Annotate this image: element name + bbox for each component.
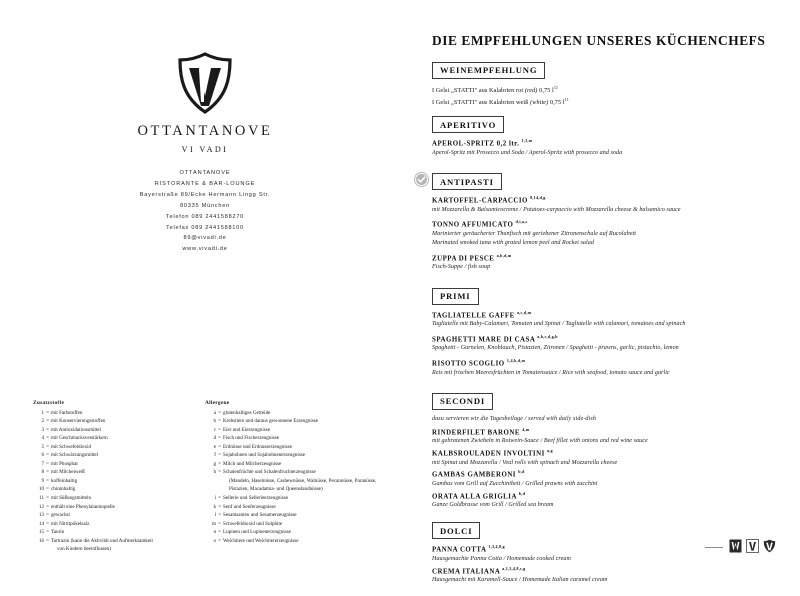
footnote-equals: = (218, 418, 221, 425)
menu-item (432, 195, 784, 215)
footnote-key: e (213, 443, 216, 450)
footnote-item (33, 468, 183, 477)
menu-item-title: TAGLIATELLE GAFFE (432, 311, 515, 319)
footnote-item (33, 511, 183, 520)
footnote-key: 14 (38, 520, 44, 527)
footer-logos (705, 539, 776, 553)
menu-item-name (432, 358, 784, 369)
menu-item-allergen-codes: 1,4,b,d,m (506, 358, 526, 364)
menu-item-allergen-codes: 1,3,4,8,g (488, 544, 505, 550)
footnote-equals: = (46, 426, 49, 433)
footnote-equals: = (218, 512, 221, 519)
footnote-text: mit Farbstoffen (51, 409, 83, 416)
menu-item-description: Tagliatelle mit Baby-Calamari, Tomaten und Spinat / Tagliatelle with calamari, tomatoes and spinach (432, 321, 686, 328)
footnote-key: d (213, 435, 216, 442)
footnote-continuation: von Kindern beeinflussen) (57, 546, 112, 553)
wine-size: 0,75 l (539, 86, 554, 94)
wine-item (432, 84, 784, 97)
menu-item-title: ZUPPA DI PESCE (432, 255, 495, 263)
wine-name: I Gelsi „STATTI" aus Kalabrien rot (432, 86, 524, 94)
footnote-key: f (214, 452, 216, 459)
footnote-equals: = (46, 418, 49, 425)
menu-item-name (432, 427, 784, 438)
footnote-text: Senf und Senferzeugnisse (223, 503, 276, 510)
footnote-key: a (213, 409, 216, 416)
allergens-column (205, 400, 380, 554)
section-heading: ANTIPASTI (432, 173, 502, 190)
footnote-key: 11 (39, 494, 44, 501)
circle-check-cursor[interactable] (414, 172, 429, 187)
additives-title: Zusatzstoffe (33, 400, 65, 406)
footnote-item (205, 434, 380, 443)
footnote-key: k (213, 503, 216, 510)
footnote-equals: = (218, 469, 221, 476)
section-spacer (432, 382, 784, 391)
footnote-text: koffeinhaltig (51, 477, 78, 484)
footnote-item (205, 451, 380, 460)
menu-item-allergen-codes: b,d (518, 490, 526, 496)
address-line-2: RISTORANTE & BAR-LOUNGE (154, 180, 256, 187)
wine-kind: (white) (530, 99, 549, 107)
footnote-equals: = (218, 443, 221, 450)
email-line[interactable]: 89@vivadi.de (183, 235, 227, 242)
section-spacer (432, 277, 784, 286)
wine-name: I Gelsi „STATTI" aus Kalabrien weiß (432, 99, 529, 107)
footnote-equals: = (218, 460, 221, 467)
section-heading: PRIMI (432, 288, 479, 305)
footnote-equals: = (218, 503, 221, 510)
address-line-3: Bayerstraße 89/Ecke Hermann Lingg Str. (139, 191, 271, 198)
footnote-text: Taurin (51, 529, 65, 536)
brand-block (0, 52, 410, 154)
footnote-key: b (213, 418, 216, 425)
brand-subtitle: VI VADI (181, 145, 229, 154)
menu-item (432, 566, 784, 586)
menu-item (432, 334, 784, 354)
menu-item-allergen-codes: 1,3,m (521, 138, 533, 144)
allergens-title: Allergene (205, 400, 230, 406)
additives-column (33, 400, 183, 554)
footnote-key: 5 (41, 443, 44, 450)
section-spacer (432, 163, 784, 172)
additives-list (33, 409, 183, 554)
footnote-text: mit Konservierungsstoffen (51, 418, 106, 425)
menu-item-description: Marinierter geräucherter Thunfisch mit geriebener Zitronenschale auf Rucolabett (432, 231, 636, 238)
menu-item-allergen-codes: 8,14,d,g (530, 195, 546, 201)
footnote-item (33, 520, 183, 529)
footer-rule (705, 547, 723, 549)
menu-item-title: RISOTTO SCOGLIO (432, 360, 505, 368)
menu-item-description: Fisch-Suppe / fish soup (432, 264, 491, 271)
footnote-key: 12 (38, 503, 44, 510)
footnote-item (205, 426, 380, 435)
menu-item (432, 448, 784, 468)
brand-panel (0, 0, 410, 565)
footnote-item (205, 417, 380, 426)
allergens-list (205, 409, 380, 546)
menu-item-description: Hausgemacht mit Karamell-Sauce / Homemade Italian caramel cream (432, 577, 608, 584)
footnote-equals: = (218, 435, 221, 442)
footnote-text: Lupinen und Lupinenerzeugnisse (223, 529, 291, 536)
footnote-text: Schalenfrüchte und Schalenfruchterzeugnisse (223, 469, 316, 476)
footnote-key: 3 (41, 426, 44, 433)
menu-item (432, 310, 784, 330)
footnote-equals: = (218, 529, 221, 536)
address-line-4: 80335 München (180, 202, 230, 209)
menu-item-name (432, 138, 784, 149)
shield-mark-logo (763, 539, 776, 553)
footnote-key: o (213, 537, 216, 544)
v-mark-logo (746, 539, 759, 553)
footnote-item (33, 409, 183, 418)
menu-item-description: Spaghetti - Garnelen, Knoblauch, Pistazien, Zitronen / Spaghetti - prawns, garlic, pistachio, lemon (432, 345, 679, 352)
footnote-equals: = (218, 426, 221, 433)
footnote-equals: = (46, 469, 49, 476)
w-mark-logo (729, 539, 742, 553)
footnote-item (33, 503, 183, 512)
menu-item-name (432, 253, 784, 264)
footnote-item (33, 528, 183, 537)
menu-item-title: PANNA COTTA (432, 546, 487, 554)
menu-item-name (432, 334, 784, 345)
menu-item-description: Ganze Goldbrasse vom Grill / Grilled sea bream (432, 502, 554, 509)
footnote-item (205, 443, 380, 452)
footnote-equals: = (46, 486, 49, 493)
footnote-key: 13 (38, 512, 44, 519)
footnote-equals: = (218, 494, 221, 501)
footnote-key: 2 (41, 418, 44, 425)
menu-item-description: mit Spinat und Mozzarella / Veal rolls with spinach and Mozzarella cheese (432, 459, 618, 466)
menu-item-title: KALBSROULADEN INVOLTINI (432, 450, 545, 458)
menu-item (432, 469, 784, 489)
section-heading: WEINEMPFEHLUNG (432, 62, 545, 79)
footnotes (33, 400, 383, 554)
footnote-item (205, 528, 380, 537)
menu-item-name (432, 310, 784, 321)
menu-item-description: mit Mozzarella & Balsamicocreme / Potatoes-carpaccio with Mozzarella cheese & balsamico sauce (432, 206, 681, 213)
footnote-text: Tartrazin (kann die Aktivität und Aufmerksamkeit (51, 537, 153, 544)
menu-item-title: ORATA ALLA GRIGLIA (432, 492, 517, 500)
footnote-equals: = (46, 512, 49, 519)
wine-item (432, 96, 784, 109)
menu-item-title: TONNO AFFUMICATO (432, 221, 514, 229)
footnote-text: gewachst (51, 512, 70, 519)
footnote-equals: = (218, 452, 221, 459)
menu-item-allergen-codes: b,d (518, 469, 525, 475)
footnote-key: 4 (41, 435, 44, 442)
menu-item-allergen-codes: a,b,d,m (496, 252, 512, 258)
footnote-equals: = (218, 537, 221, 544)
footnote-key: i (214, 494, 216, 501)
footnote-text: glutenhaltiges Getreide (223, 409, 271, 416)
wine-additive-code: 11 (564, 97, 569, 103)
menu-item-name (432, 566, 784, 577)
footnote-text: mit Süßungsmitteln (51, 494, 92, 501)
footnote-item (205, 409, 380, 418)
menu-section (432, 286, 784, 378)
menu-item-allergen-codes: a,b,c,d,g,h (537, 333, 558, 339)
footnote-equals: = (46, 443, 49, 450)
website-line[interactable]: www.vivadi.de (182, 246, 228, 253)
footnote-text: mit Geschmacksverstärkern (51, 435, 108, 442)
menu-panel (428, 0, 788, 584)
footnote-item (33, 426, 183, 435)
footnote-item (33, 494, 183, 503)
footnote-text: Sojabohnen und Sojabohnenerzeugnisse (223, 452, 306, 459)
footnote-key: m (212, 520, 216, 527)
footnote-equals: = (46, 520, 49, 527)
menu-section (432, 391, 784, 510)
menu-item-allergen-codes: a,c,d,m (516, 309, 532, 315)
menu-item-description: Hausgemachte Panna Cotta / Homemade cooked cream (432, 555, 571, 562)
section-heading: SECONDI (432, 393, 493, 410)
footnote-text: chininhaltig (51, 486, 76, 493)
section-heading: DOLCI (432, 522, 480, 539)
footnote-text: mit Milcheiweiß (51, 469, 85, 476)
footnote-key: 15 (38, 529, 44, 536)
footnote-text: mit Antioxidationsmittel (51, 426, 101, 433)
footnote-text: mit Nitritpökelsalz (51, 520, 90, 527)
footnote-equals: = (46, 529, 49, 536)
phone-line: Telefon 089 2441588270 (165, 213, 245, 220)
footnote-key: h (213, 469, 216, 476)
footnote-key: 8 (41, 469, 44, 476)
menu-item (432, 253, 784, 273)
menu-item-title: CREMA ITALIANA (432, 567, 500, 575)
menu-section (432, 60, 784, 109)
menu-item-name (432, 448, 784, 459)
footnote-equals: = (46, 537, 49, 544)
footnote-key: 6 (41, 452, 44, 459)
footnote-item (205, 511, 380, 520)
footnote-equals: = (218, 520, 221, 527)
footnote-key: 10 (38, 486, 44, 493)
footnote-equals: = (46, 452, 49, 459)
footnote-item (33, 417, 183, 426)
footnote-equals: = (46, 460, 49, 467)
footnote-text: mit Schwärzungsmittel (51, 452, 99, 459)
footnote-equals: = (46, 435, 49, 442)
footnote-key: c (213, 426, 216, 433)
menu-item-allergen-codes: a,1,3,4,8,c,g (502, 565, 526, 571)
footnote-text: Erdnüsse und Erdnusserzeugnisse (223, 443, 293, 450)
address-line-1: OTTANTANOVE (179, 170, 231, 176)
footnote-text: Sesamsamen und Sesamerzeugnisse (223, 512, 297, 519)
footnote-item (205, 537, 380, 546)
footnote-equals: = (46, 503, 49, 510)
menu-item-description: Aperol-Spritz mit Prosecco und Soda / Aperol-Spritz with prosecco and soda (432, 150, 623, 157)
footnote-item (205, 520, 380, 529)
menu-section (432, 115, 784, 158)
menu-item-name (432, 195, 784, 206)
footnote-text: Milch und Milcherzeugnisse (223, 460, 282, 467)
footnote-text: Sellerie und Sellerieerzeugnisse (223, 494, 289, 501)
footnote-equals: = (46, 477, 49, 484)
menu-sections (432, 60, 784, 596)
footnote-text: mit Phosphat (51, 460, 78, 467)
menu-item-description: mit gebratenen Zwiebeln in Rotwein-Sauce / Beef fillet with onions and red wine sauce (432, 438, 648, 445)
section-spacer (432, 587, 784, 596)
footnote-equals: = (46, 494, 49, 501)
footnote-key: 16 (38, 537, 44, 544)
footnote-item (33, 485, 183, 494)
menu-item-description: Gambas vom Grill auf Zucchinibett / Grilled prawns with zucchini (432, 480, 598, 487)
section-note: dazu servieren wir die Tagesbeilage / served with daily side-dish (432, 415, 596, 422)
shield-v-monogram-logo (0, 52, 410, 114)
footnote-key: 9 (41, 477, 44, 484)
menu-item-description: Reis mit frischen Meeresfrüchten in Tomatensauce / Rice with seafood, tomato sauce and garlic (432, 369, 670, 376)
footnote-equals: = (218, 409, 221, 416)
menu-item-description-en: Marinated smoked tuna with grated lemon peel and Rocket salad (432, 240, 594, 247)
footnote-item (33, 434, 183, 443)
menu-item-name (432, 491, 784, 502)
menu-item-title: APEROL-SPRITZ 0,2 ltr. (432, 140, 520, 148)
menu-item (432, 358, 784, 378)
footnote-item (205, 503, 380, 512)
wine-additive-code: 11 (553, 84, 559, 90)
menu-section (432, 521, 784, 586)
menu-item (432, 138, 784, 158)
menu-item (432, 219, 784, 248)
footnote-item (33, 443, 183, 452)
section-heading: APERITIVO (432, 116, 504, 133)
menu-item-allergen-codes: 4,m (522, 426, 530, 432)
address-block (0, 168, 410, 255)
footnote-continuation: (Mandeln, Haselnüsse, Cashewnüsse, Walnüsse, Pecannüsse, Paranüsse, Pistazien, Macadamia- und Queenslandnüsse) (229, 477, 377, 493)
footnote-item (205, 468, 380, 477)
footnote-item (205, 494, 380, 503)
menu-item-title: RINDERFILET BARONE (432, 429, 520, 437)
footnote-key: g (213, 460, 216, 467)
footnote-item (205, 460, 380, 469)
footnote-item (33, 460, 183, 469)
brand-name: OTTANTANOVE (137, 123, 273, 139)
footnote-item (33, 537, 183, 546)
footnote-text: enthält eine Phenylalaninquelle (51, 503, 115, 510)
wine-kind: (red) (524, 86, 538, 94)
menu-item-allergen-codes: d,i,a,s (515, 219, 528, 225)
menu-item (432, 427, 784, 447)
footnote-item (33, 477, 183, 486)
menu-item-allergen-codes: a,g (547, 448, 553, 454)
menu-item-name (432, 219, 784, 230)
footnote-key: 1 (41, 409, 44, 416)
footnote-equals: = (46, 409, 49, 416)
footnote-text: Krebstiere und daraus gewonnene Erzeugnisse (223, 418, 319, 425)
footnote-key: 7 (41, 460, 44, 467)
menu-item-title: GAMBAS GAMBERONI (432, 471, 516, 479)
footnote-text: Schwefeldioxid und Sulphite (223, 520, 283, 527)
menu-section (432, 172, 784, 273)
menu-item (432, 491, 784, 511)
menu-item-title: KARTOFFEL-CARPACCIO (432, 197, 528, 205)
menu-item-title: SPAGHETTI MARE DI CASA (432, 336, 535, 344)
footnote-key: l (214, 512, 216, 519)
page-title: DIE EMPFEHLUNGEN UNSERES KÜCHENCHEFS (432, 33, 766, 48)
footnote-text: Eier und Eierzeugnisse (223, 426, 270, 433)
section-spacer (432, 512, 784, 521)
wine-size: 0,75 l (549, 99, 565, 107)
fax-line: Telefax 089 2441588100 (166, 224, 244, 231)
footnote-item (33, 451, 183, 460)
footnote-key: n (213, 529, 216, 536)
footnote-text: Fisch und Fischerzeugnisse (223, 435, 280, 442)
footnote-text: mit Schwefeldioxid (51, 443, 92, 450)
footnote-text: Weichtiere und Weichtiererzeugnisse (223, 537, 299, 544)
menu-item-name (432, 469, 784, 480)
